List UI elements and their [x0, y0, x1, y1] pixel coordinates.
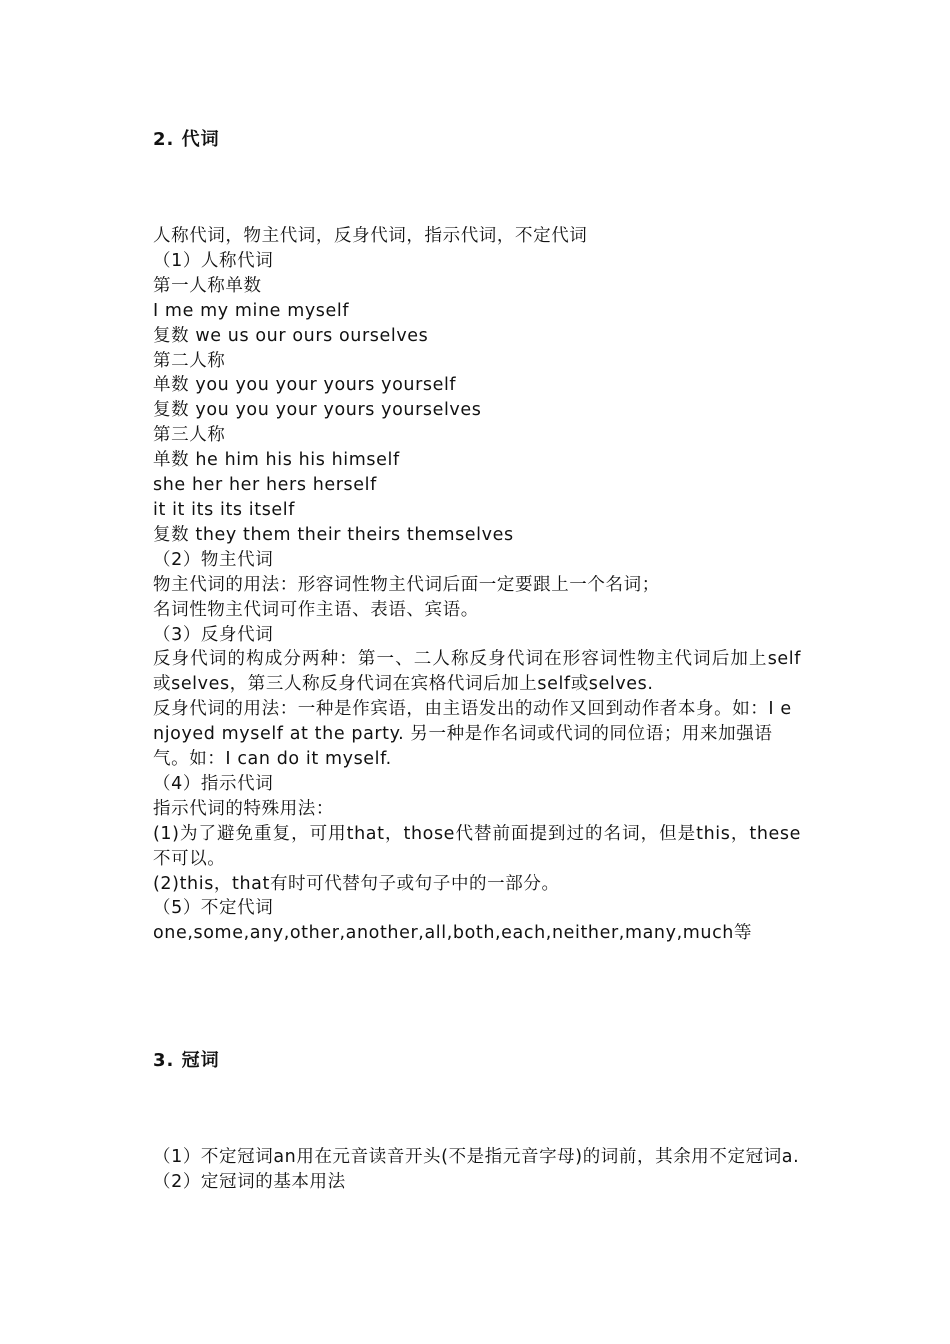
text-line: 复数 they them their theirs themselves — [153, 524, 514, 545]
text-line: 单数 he him his his himself — [153, 450, 400, 471]
subheading-reflexive-pronouns: （3）反身代词 — [153, 624, 274, 645]
section-heading-pronouns: 2. 代词 — [153, 129, 220, 150]
text-line: 复数 we us our ours ourselves — [153, 325, 429, 346]
paragraph-indefinite-article: （1）不定冠词an用在元音读音开头(不是指元音字母)的词前，其余用不定冠词a. — [153, 1147, 800, 1167]
text-line: 复数 you you your yours yourselves — [153, 400, 482, 421]
subheading-demonstrative-pronouns: （4）指示代词 — [153, 773, 274, 794]
subheading-personal-pronouns: （1）人称代词 — [153, 250, 274, 271]
text-line: I me my mine myself — [153, 300, 350, 321]
text-line: 第一人称单数 — [153, 275, 262, 296]
text-line: 物主代词的用法：形容词性物主代词后面一定要跟上一个名词； — [153, 574, 660, 595]
text-line: it it its its itself — [153, 499, 296, 520]
section-body-pronouns — [153, 224, 801, 946]
paragraph-demonstrative-1: (1)为了避免重复，可用that，those代替前面提到过的名词，但是this，these不可以。 — [153, 823, 801, 869]
paragraph-reflexive-usage: 反身代词的用法：一种是作宾语，由主语发出的动作又回到动作者本身。如：I enjoyed myself at the party. 另一种是作名词或代词的同位语；用来加强语气。如：I can do it myself. — [153, 699, 792, 770]
text-line: she her her hers herself — [153, 475, 377, 496]
subheading-indefinite-pronouns: （5）不定代词 — [153, 898, 274, 919]
text-line: 名词性物主代词可作主语、表语、宾语。 — [153, 599, 479, 620]
text-line: 第二人称 — [153, 350, 226, 371]
section-body-articles — [153, 1145, 801, 1195]
text-line: 指示代词的特殊用法： — [153, 798, 334, 819]
subheading-possessive-pronouns: （2）物主代词 — [153, 549, 274, 570]
text-line: 人称代词，物主代词，反身代词，指示代词，不定代词 — [153, 226, 588, 246]
paragraph-demonstrative-2: (2)this，that有时可代替句子或句子中的一部分。 — [153, 873, 560, 894]
section-heading-articles: 3. 冠词 — [153, 1050, 220, 1071]
indefinite-pronoun-list: one,some,any,other,another,all,both,each,neither,many,much等 — [153, 923, 753, 944]
text-line: 单数 you you your yours yourself — [153, 375, 457, 396]
paragraph-reflexive-formation: 反身代词的构成分两种：第一、二人称反身代词在形容词性物主代词后加上self或selves，第三人称反身代词在宾格代词后加上self或selves. — [153, 649, 801, 695]
text-line: 第三人称 — [153, 425, 226, 446]
subheading-definite-article: （2）定冠词的基本用法 — [153, 1171, 346, 1192]
